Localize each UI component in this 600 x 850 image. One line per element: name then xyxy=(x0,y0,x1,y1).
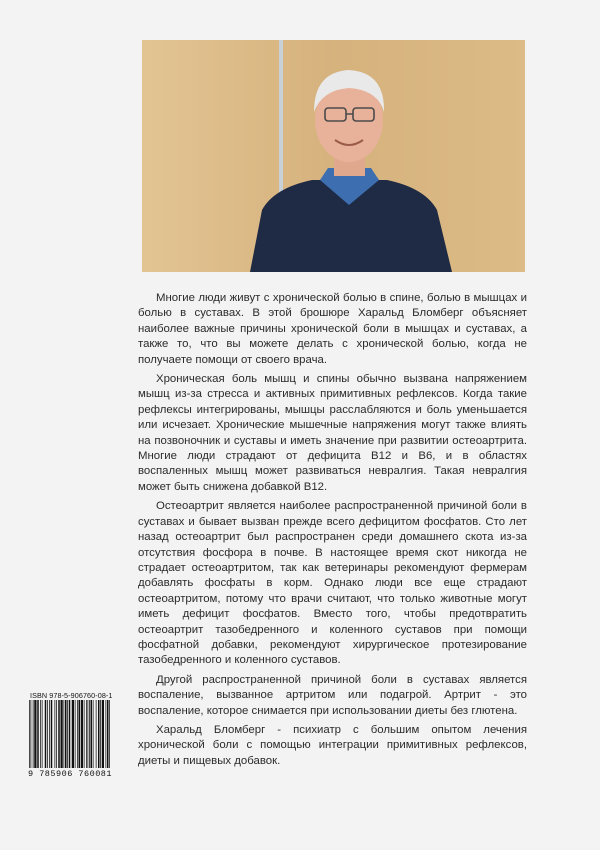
barcode-bar xyxy=(69,700,71,768)
barcode-bar xyxy=(98,700,100,768)
barcode-bar xyxy=(91,700,93,768)
barcode-bar xyxy=(64,700,65,768)
barcode-bar xyxy=(67,700,68,768)
barcode-digits: 9 785906 760081 xyxy=(28,769,113,779)
barcode-bar xyxy=(49,700,50,768)
barcode-bar xyxy=(56,700,57,768)
author-portrait-illustration xyxy=(142,40,525,272)
paragraph-muscle-pain: Хроническая боль мышц и спины обычно вызвана напряжением мышц из-за стресса и активных примитивных рефлексов. Когда такие рефлексы интегрированы, мышцы расслабляются и боль уменьшается или исчезает. Хронические мышечные напряжения могут также влиять на позвоночник и суставы и иметь значение при развитии остеоартрита. Многие люди страдают от дефицита B12 и B6, и в областях воспаленных мышц может развиваться невралгия. Такая невралгия может быть снижена добавкой B12. xyxy=(138,373,527,493)
barcode-bar xyxy=(72,700,74,768)
barcode-bar xyxy=(96,700,97,768)
barcode-bar xyxy=(75,700,76,768)
barcode-bar xyxy=(107,700,109,768)
barcode-bar xyxy=(106,700,107,768)
barcode-bar xyxy=(40,700,41,768)
barcode-bars xyxy=(28,700,112,768)
paragraph-author-bio: Харальд Бломберг - психиатр с большим опытом лечения хронической боли с помощью интеграции примитивных рефлексов, диеты и пищевых добавок. xyxy=(138,723,527,767)
barcode-bar xyxy=(51,700,53,768)
barcode-bar xyxy=(102,700,104,768)
barcode-bar xyxy=(45,700,47,768)
barcode-bar xyxy=(61,700,63,768)
barcode-bar xyxy=(89,700,90,768)
barcode-bar xyxy=(29,700,30,768)
barcode-bar xyxy=(65,700,67,768)
barcode-bar xyxy=(86,700,87,768)
isbn-label: ISBN 978-5-906760-08-1 xyxy=(30,691,113,700)
barcode-bar xyxy=(55,700,56,768)
author-photo xyxy=(142,40,525,272)
barcode xyxy=(28,700,112,768)
back-cover-text xyxy=(138,291,527,773)
barcode-bar xyxy=(79,700,81,768)
barcode-bar xyxy=(31,700,32,768)
barcode-bar xyxy=(100,700,101,768)
barcode-bar xyxy=(47,700,48,768)
paragraph-inflammation: Другой распространенной причиной боли в суставах является воспаление, вызванное артритом или подагрой. Артрит - это воспаление, которое снимается при использовании диеты без глютена. xyxy=(138,673,527,717)
barcode-bar xyxy=(58,700,60,768)
barcode-bar xyxy=(84,700,85,768)
barcode-bar xyxy=(34,700,36,768)
barcode-bar xyxy=(93,700,94,768)
paragraph-intro: Многие люди живут с хронической болью в спине, болью в мышцах и болью в суставах. В этой брошюре Харальд Бломберг объясняет наиболее важные причины хронической боли в мышцах и суставах, а также то, что вы можете делать с хронической болью, когда не получаете помощи от своего врача. xyxy=(138,292,527,366)
barcode-bar xyxy=(33,700,34,768)
barcode-bar xyxy=(88,700,89,768)
barcode-bar xyxy=(81,700,83,768)
barcode-bar xyxy=(109,700,110,768)
paragraph-osteoarthritis: Остеоартрит является наиболее распространенной причиной боли в суставах и бывает вызван прежде всего дефицитом фосфатов. Сто лет назад остеоартрит был распространен среди домашнего скота из-за отсутствия фосфора в почве. В настоящее время скот никогда не страдает остеоартритом, так как ветеринары рекомендуют фермерам добавлять фосфаты в корм. Однако люди все еще страдают остеоартритом, потому что врачи считают, что только животные могут иметь дефицит фосфатов. Вместо того, чтобы предотвратить остеоартрит тазобедренного и коленного суставов при помощи фосфатной добавки, рекомендуют хирургическое протезирование тазобедренного и коленного суставов. xyxy=(138,500,527,667)
barcode-bar xyxy=(37,700,39,768)
barcode-bar xyxy=(77,700,78,768)
barcode-bar xyxy=(42,700,43,768)
